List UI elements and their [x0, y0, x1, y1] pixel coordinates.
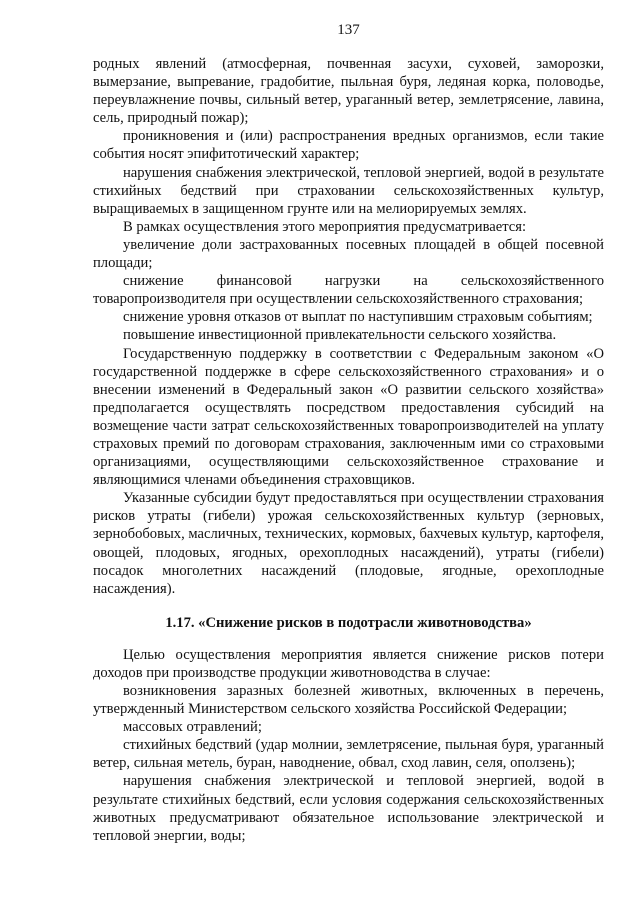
paragraph: нарушения снабжения электрической и тепловой энергией, водой в результате стихийных бедствий, если условия содержания сельскохозяйственных животных предусматривают обязательное использование электрической и тепловой энергии, воды; — [93, 773, 604, 844]
paragraph-continuation: родных явлений (атмосферная, почвенная засухи, суховей, заморозки, вымерзание, выпревание, градобитие, пыльная буря, ледяная корка, половодье, переувлажнение почвы, сильный ветер, ураганный ветер, землетрясение, лавина, сель, природный пожар); — [93, 56, 604, 127]
paragraph: В рамках осуществления этого мероприятия предусматривается: — [123, 218, 527, 235]
paragraph: увеличение доли застрахованных посевных площадей в общей посевной площади; — [93, 236, 604, 272]
paragraph: Указанные субсидии будут предоставляться при осуществлении страхования рисков утраты (гибели) урожая сельскохозяйственных культур (зерновых, зернобобовых, масличных, технических, кормовых, бахчевых культур, картофеля, овощей, плодовых, ягодных, орехоплодных насаждений), утраты (гибели) посадок многолетних насаждений (плодовые, ягодные, орехоплодные насаждения). — [93, 490, 604, 597]
paragraph: Государственную поддержку в соответствии с Федеральным законом «О государственной поддержке в сфере сельскохозяйственного страхования» и о внесении изменений в Федеральный закон «О развитии сельского хозяйства» предполагается осуществлять посредством предоставления субсидий на возмещение части затрат сельскохозяйственных товаропроизводителей на уплату страховых премий по договорам страхования, заключенным ими со страховыми организациями, осуществляющими сельскохозяйственное страхование и являющимися членами объединения страховщиков. — [93, 345, 604, 489]
page-number: 137 — [337, 22, 360, 38]
paragraph: Целью осуществления мероприятия является снижение рисков потери доходов при производстве продукции животноводства в случае: — [93, 646, 604, 681]
paragraph: повышение инвестиционной привлекательности сельского хозяйства. — [123, 327, 557, 344]
paragraph: массовых отравлений; — [123, 719, 262, 736]
paragraph: проникновения и (или) распространения вредных организмов, если такие события носят эпифитотический характер; — [93, 128, 604, 163]
section-heading: 1.17. «Снижение рисков в подотрасли животноводства» — [165, 614, 532, 631]
paragraph: стихийных бедствий (удар молнии, землетрясение, пыльная буря, ураганный ветер, сильная метель, буран, наводнение, обвал, сход лавин, селя, оползень); — [93, 737, 604, 772]
paragraph: снижение финансовой нагрузки на сельскохозяйственного товаропроизводителя при осуществлении сельскохозяйственного страхования; — [93, 273, 604, 308]
paragraph: возникновения заразных болезней животных, включенных в перечень, утвержденный Министерством сельского хозяйства Российской Федерации; — [93, 683, 604, 718]
paragraph: нарушения снабжения электрической, тепловой энергией, водой в результате стихийных бедствий при страховании сельскохозяйственных культур, выращиваемых в защищенном грунте или на мелиорируемых землях. — [93, 164, 604, 217]
paragraph: снижение уровня отказов от выплат по наступившим страховым событиям; — [123, 309, 593, 326]
